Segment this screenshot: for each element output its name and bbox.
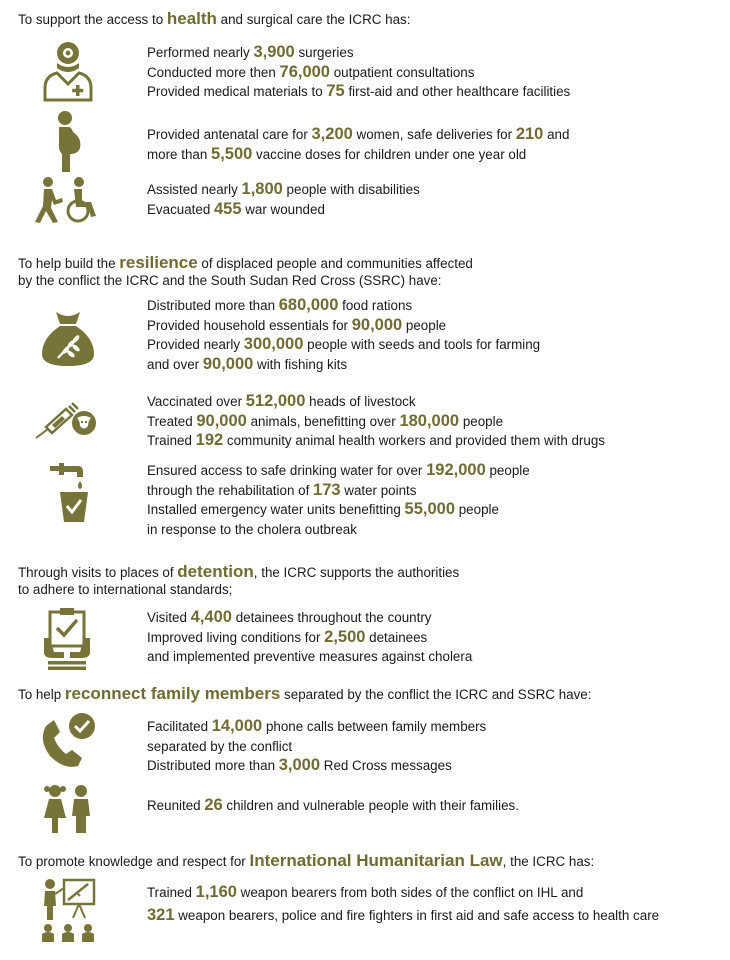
stat-line: Installed emergency water units benefitting 55,000 people: [147, 500, 499, 518]
stat-line: Vaccinated over 512,000 heads of livestock: [147, 392, 416, 410]
stat-line: Evacuated 455 war wounded: [147, 199, 325, 218]
stat-line: Treated 90,000 animals, benefitting over 180,000 people: [147, 411, 504, 430]
grain-sack-icon: [40, 310, 96, 368]
section-intro-ihl: To promote knowledge and respect for International Humanitarian Law, the ICRC has:: [18, 851, 595, 870]
stat-block-water: [147, 461, 530, 539]
disability-assistance-icon: [34, 176, 100, 224]
stat-line: Facilitated 14,000 phone calls between family members: [147, 717, 487, 735]
stat-line: Improved living conditions for 2,500 detainees: [147, 627, 428, 646]
detention-clipboard-icon: [42, 608, 92, 670]
stat-line: and implemented preventive measures against cholera: [147, 649, 473, 664]
stat-line: through the rehabilitation of 173 water points: [147, 480, 417, 499]
stat-block-phone-calls: [147, 717, 486, 776]
stat-line: Visited 4,400 detainees throughout the country: [147, 608, 432, 626]
stat-block-livestock: [147, 392, 605, 451]
stat-line: Distributed more than 3,000 Red Cross messages: [147, 756, 452, 774]
stat-line: Assisted nearly 1,800 people with disabilities: [147, 180, 420, 198]
stat-line: Performed nearly 3,900 surgeries: [147, 43, 354, 61]
training-icon: [40, 878, 100, 944]
highlight-resilience: resilience: [119, 253, 198, 272]
phone-check-icon: [38, 712, 98, 770]
stat-line: Distributed more than 680,000 food rations: [147, 296, 413, 314]
highlight-family: reconnect family members: [64, 684, 281, 703]
stat-line: Provided medical materials to 75 first-aid and other healthcare facilities: [147, 82, 571, 100]
section-intro-family: To help reconnect family members separated by the conflict the ICRC and SSRC have:: [18, 684, 592, 703]
doctor-icon: [40, 40, 96, 104]
stat-block-disabilities: [147, 180, 420, 219]
livestock-vaccine-icon: [34, 396, 98, 440]
stat-line: more than 5,500 vaccine doses for children under one year old: [147, 144, 527, 163]
stat-line: separated by the conflict: [147, 738, 293, 754]
stat-line: and over 90,000 with fishing kits: [147, 354, 348, 373]
highlight-detention: detention: [177, 562, 254, 581]
stat-line: Provided nearly 300,000 people with seeds and tools for farming: [147, 335, 541, 353]
stat-block-detainees: [147, 608, 472, 667]
section-intro-health: To support the access to health and surgical care the ICRC has:: [18, 9, 411, 28]
pregnant-woman-icon: [50, 110, 84, 174]
stat-block-reunited: [147, 796, 519, 816]
stat-line: Ensured access to safe drinking water for over 192,000 people: [147, 461, 530, 479]
stat-line: Trained 1,160 weapon bearers from both sides of the conflict on IHL and: [147, 883, 584, 901]
stat-line: Provided household essentials for 90,000 people: [147, 315, 447, 334]
stat-block-ihl: [147, 881, 659, 927]
stat-line: Trained 192 community animal health workers and provided them with drugs: [147, 431, 605, 449]
stat-block-surgeries: [147, 43, 570, 102]
stat-line: Conducted more then 76,000 outpatient consultations: [147, 62, 475, 81]
highlight-ihl: International Humanitarian Law: [249, 851, 503, 870]
stat-block-food: [147, 296, 540, 374]
stat-line: in response to the cholera outbreak: [147, 521, 357, 537]
highlight-health: health: [166, 9, 217, 28]
children-icon: [40, 784, 96, 834]
section-intro-resilience: To help build the resilience of displaced people and communities affected by the conflict the ICRC and the South Sudan Red Cross (SSRC) have:: [18, 253, 473, 288]
stat-block-antenatal: [147, 125, 569, 164]
stat-line: Provided antenatal care for 3,200 women, safe deliveries for 210 and: [147, 125, 570, 143]
stat-line: 321 weapon bearers, police and fire fighters in first aid and safe access to health care: [147, 906, 660, 924]
water-tap-icon: [50, 462, 90, 524]
stat-line: Reunited 26 children and vulnerable people with their families.: [147, 796, 519, 814]
section-intro-detention: Through visits to places of detention, the ICRC supports the authorities to adhere to international standards;: [18, 562, 460, 597]
